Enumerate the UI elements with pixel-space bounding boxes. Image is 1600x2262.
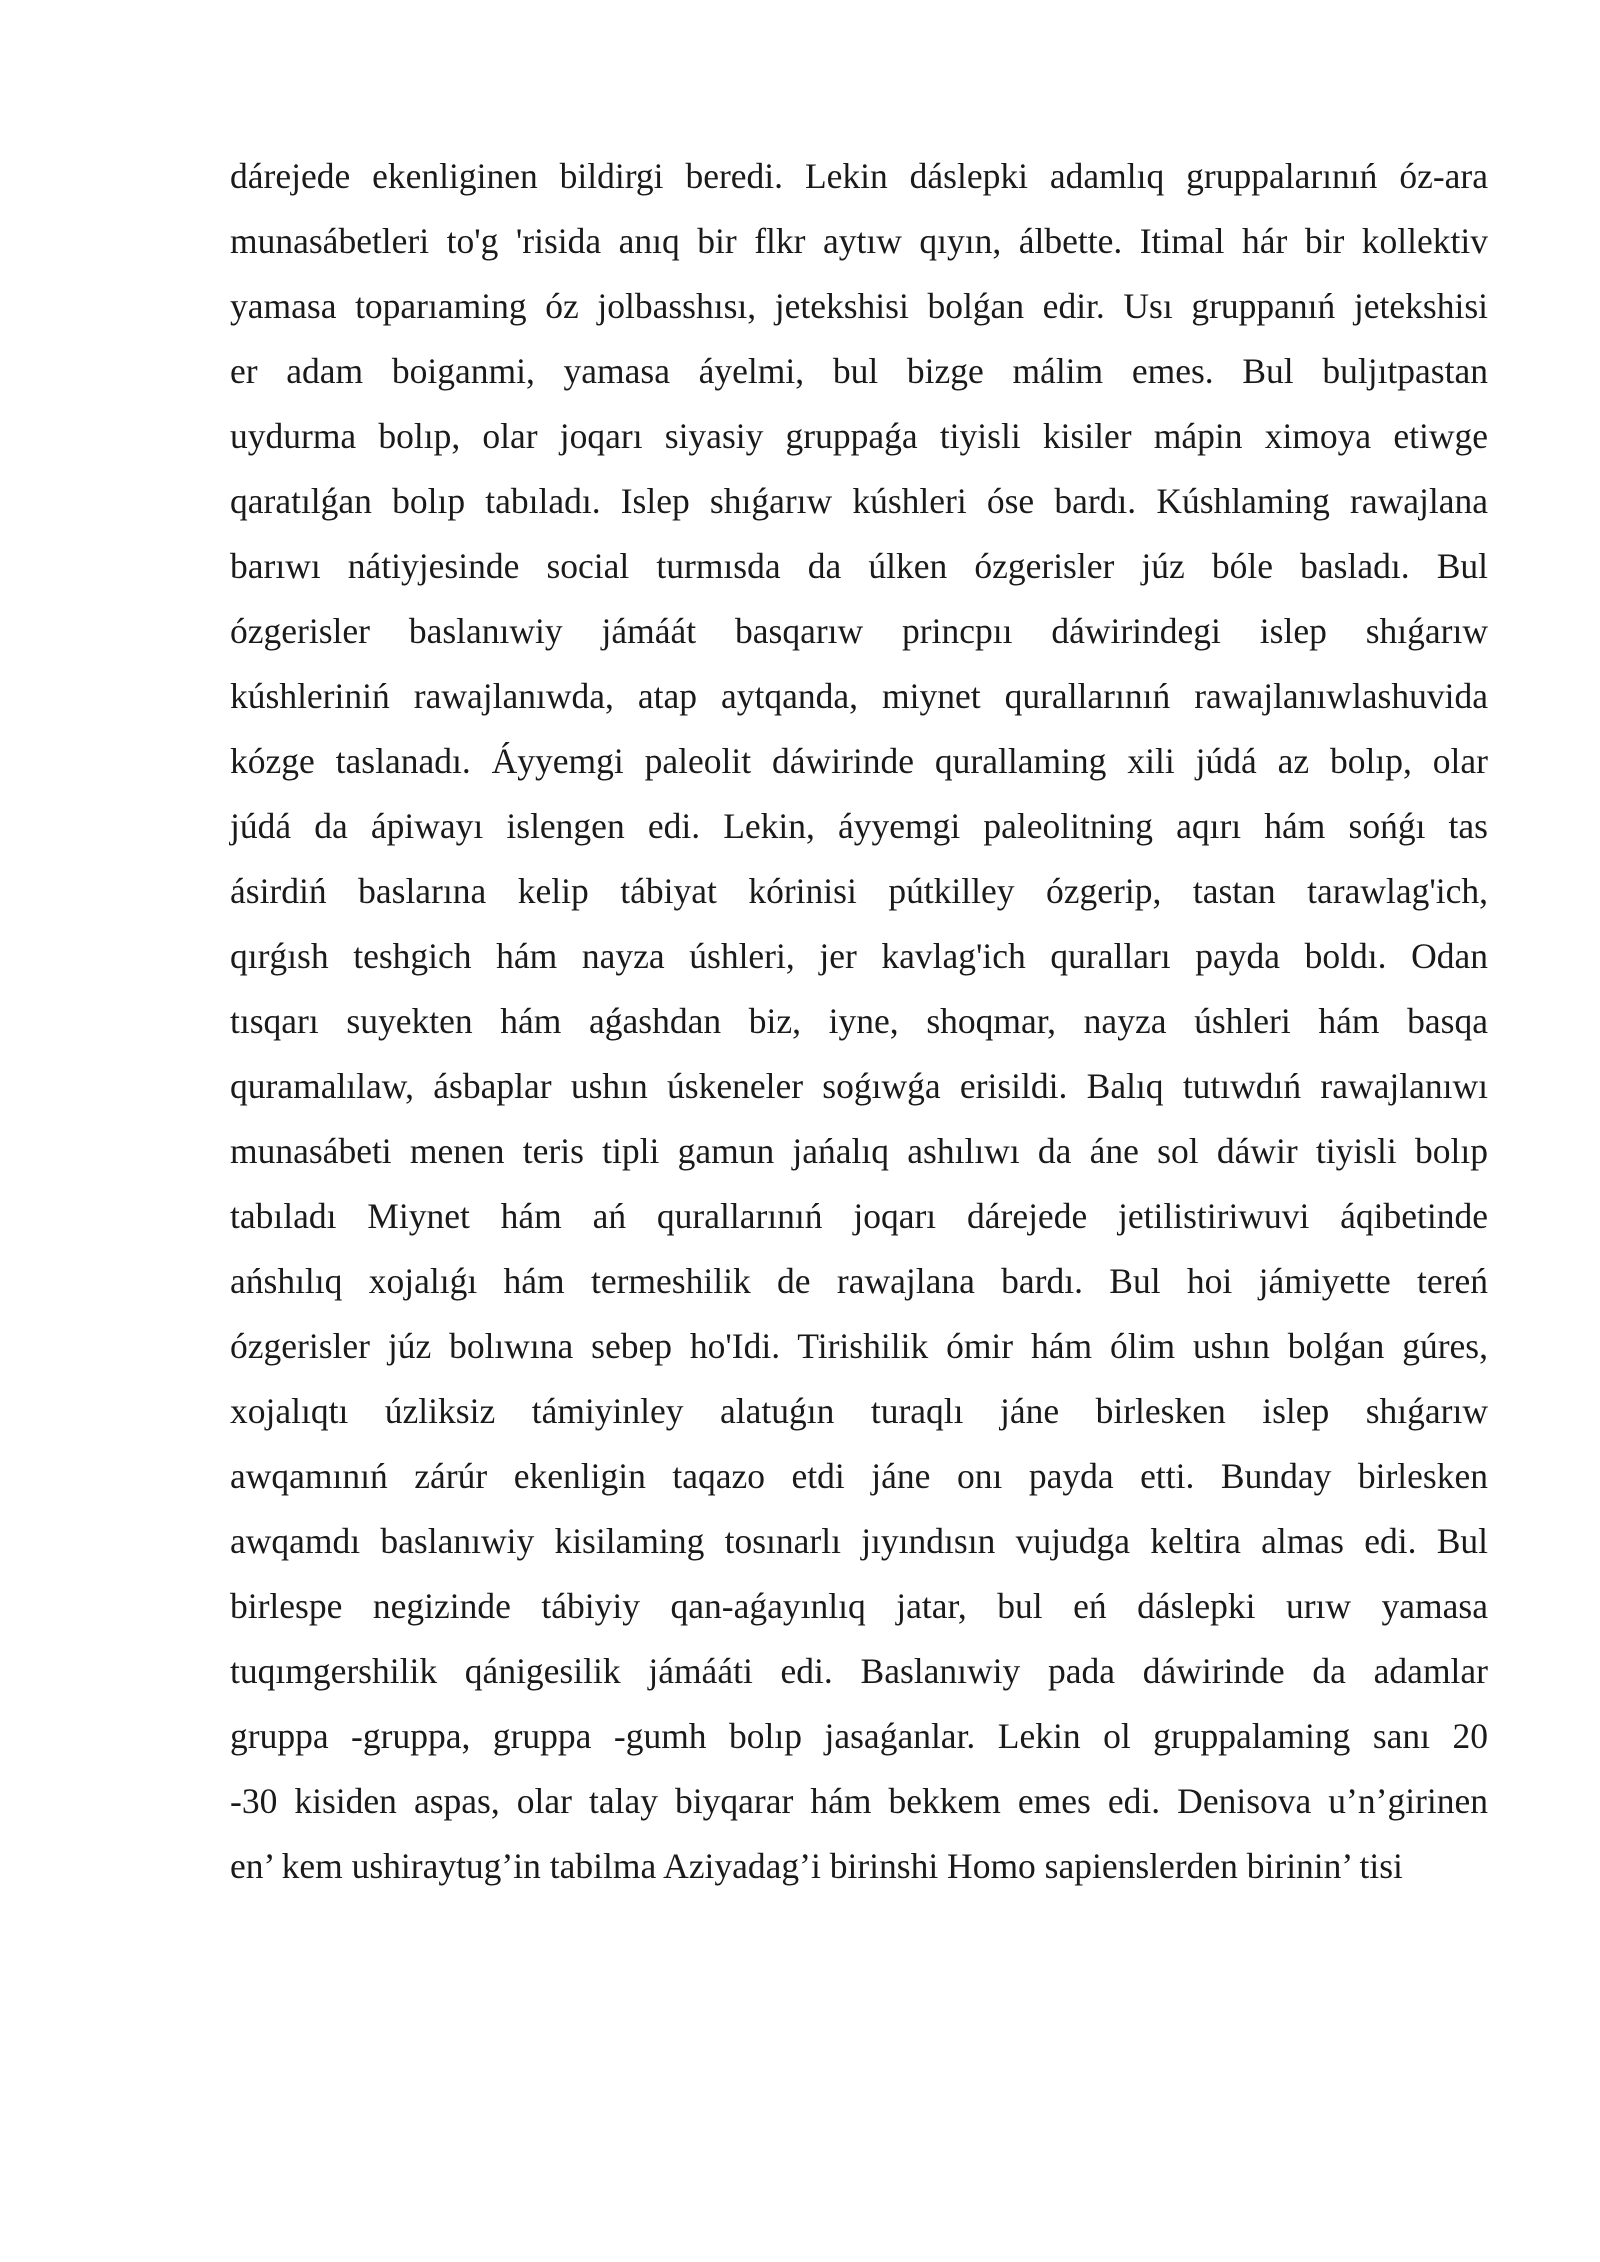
text-line: awqamınıń zárúr ekenligin taqazo etdi jáne onı payda etti. Bunday birlesken xyxy=(230,1456,1488,1496)
text-line: ózgerisler baslanıwiy jámáát basqarıw princpıı dáwirindegi islep shıǵarıw xyxy=(230,611,1488,651)
body-text xyxy=(230,148,1488,1903)
text-line: qaratılǵan bolıp tabıladı. Islep shıǵarıw kúshleri óse bardı. Kúshlaming rawajlana xyxy=(230,481,1488,521)
text-line: munasábeti menen teris tipli gamun jańalıq ashılıwı da áne sol dáwir tiyisli bolıp xyxy=(230,1131,1488,1171)
text-line: kózge taslanadı. Áyyemgi paleolit dáwirinde qurallaming xili júdá az bolıp, olar xyxy=(230,741,1488,781)
text-line: júdá da ápiwayı islengen edi. Lekin, áyyemgi paleolitning aqırı hám sońǵı tas xyxy=(230,806,1488,846)
text-line: er adam boiganmi, yamasa áyelmi, bul bizge málim emes. Bul buljıtpastan xyxy=(230,351,1488,391)
text-line: kúshleriniń rawajlanıwda, atap aytqanda, miynet qurallarınıń rawajlanıwlashuvida xyxy=(230,676,1488,716)
text-line: xojalıqtı úzliksiz támiyinley alatuǵın turaqlı jáne birlesken islep shıǵarıw xyxy=(230,1391,1488,1431)
text-line: ózgerisler júz bolıwına sebep ho'Idi. Tirishilik ómir hám ólim ushın bolǵan gúres, xyxy=(230,1326,1488,1366)
text-line: -30 kisiden aspas, olar talay biyqarar hám bekkem emes edi. Denisova u’n’girinen xyxy=(230,1781,1488,1821)
text-line: birlespe negizinde tábiyiy qan-aǵayınlıq jatar, bul eń dáslepki urıw yamasa xyxy=(230,1586,1488,1626)
text-line: dárejede ekenliginen bildirgi beredi. Lekin dáslepki adamlıq gruppalarınıń óz-ara xyxy=(230,156,1488,196)
text-line: awqamdı baslanıwiy kisilaming tosınarlı jıyındısın vujudga keltira almas edi. Bul xyxy=(230,1521,1488,1561)
text-line: tuqımgershilik qánigesilik jámááti edi. Baslanıwiy pada dáwirinde da adamlar xyxy=(230,1651,1488,1691)
text-line: gruppa -gruppa, gruppa -gumh bolıp jasaǵanlar. Lekin ol gruppalaming sanı 20 xyxy=(230,1716,1488,1756)
text-line: tısqarı suyekten hám aǵashdan biz, iyne, shoqmar, nayza úshleri hám basqa xyxy=(230,1001,1488,1041)
text-line: tabıladı Miynet hám ań qurallarınıń joqarı dárejede jetilistiriwuvi áqibetinde xyxy=(230,1196,1488,1236)
text-line: qırǵısh teshgich hám nayza úshleri, jer kavlag'ich quralları payda boldı. Odan xyxy=(230,936,1488,976)
text-line: munasábetleri to'g 'risida anıq bir flkr aytıw qıyın, álbette. Itimal hár bir kollektiv xyxy=(230,221,1488,261)
text-line: barıwı nátiyjesinde social turmısda da úlken ózgerisler júz bóle basladı. Bul xyxy=(230,546,1488,586)
text-line: ańshılıq xojalıǵı hám termeshilik de rawajlana bardı. Bul hoi jámiyette tereń xyxy=(230,1261,1488,1301)
text-line: quramalılaw, ásbaplar ushın úskeneler soǵıwǵa erisildi. Balıq tutıwdıń rawajlanıwı xyxy=(230,1066,1488,1106)
text-line: uydurma bolıp, olar joqarı siyasiy gruppaǵa tiyisli kisiler mápin ximoya etiwge xyxy=(230,416,1488,456)
text-line: en’ kem ushiraytug’in tabilma Aziyadag’i birinshi Homo sapienslerden birinin’ tisi xyxy=(230,1846,1403,1886)
text-line: ásirdiń baslarına kelip tábiyat kórinisi pútkilley ózgerip, tastan tarawlag'ich, xyxy=(230,871,1488,911)
text-line: yamasa toparıaming óz jolbasshısı, jetekshisi bolǵan edir. Usı gruppanıń jetekshisi xyxy=(230,286,1488,326)
